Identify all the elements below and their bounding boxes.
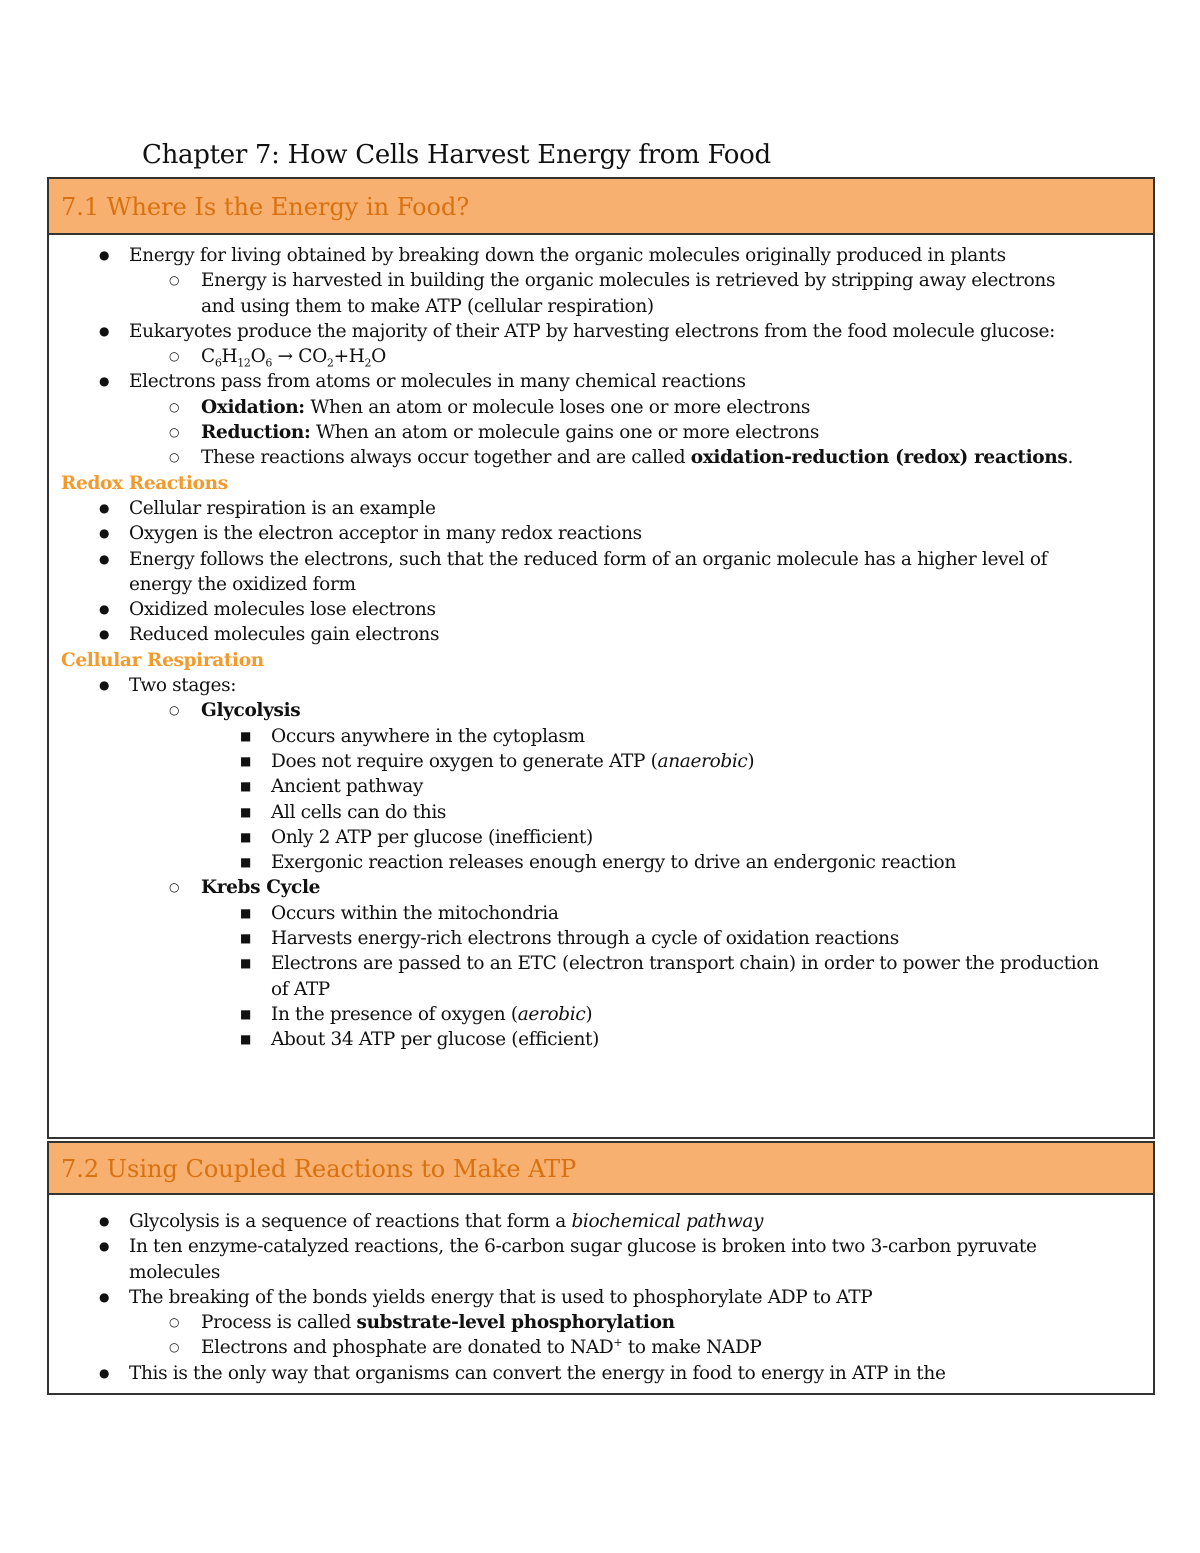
bullet-circle-icon: ○ <box>169 703 180 718</box>
bullet-square-icon: ■ <box>240 905 251 920</box>
list-item: ● Oxygen is the electron acceptor in many redox reactions <box>99 523 642 545</box>
section-heading: 7.1 Where Is the Energy in Food? <box>49 179 1153 235</box>
section-7-2 <box>47 1141 1155 1395</box>
list-item: ○ Electrons and phosphate are donated to NAD+ to make NADP <box>169 1336 762 1359</box>
bullet-circle-icon: ○ <box>169 1315 180 1330</box>
list-item: ● Electrons pass from atoms or molecules in many chemical reactions <box>99 371 746 393</box>
bullet-circle-icon: ○ <box>169 1340 180 1355</box>
bullet-square-icon: ■ <box>240 855 251 870</box>
bullet-disc-icon: ● <box>99 1365 110 1380</box>
list-item: ○ Glycolysis <box>169 700 301 722</box>
list-item: ○ Krebs Cycle <box>169 877 321 899</box>
list-item: ● Reduced molecules gain electrons <box>99 624 440 646</box>
section-body <box>49 235 1153 1053</box>
list-item: ● Oxidized molecules lose electrons <box>99 599 436 621</box>
list-item: ■ Occurs within the mitochondria <box>240 902 559 924</box>
bullet-circle-icon: ○ <box>169 425 180 440</box>
list-item: ○ Energy is harvested in building the organic molecules is retrieved by stripping away electrons and using them to make ATP (cellular respiration) <box>169 270 1056 317</box>
bullet-disc-icon: ● <box>99 500 110 515</box>
subheading-cellular-respiration: Cellular Respiration <box>61 649 264 671</box>
bullet-disc-icon: ● <box>99 374 110 389</box>
bullet-disc-icon: ● <box>99 1239 110 1254</box>
bullet-square-icon: ■ <box>240 1006 251 1021</box>
subheading-redox-reactions: Redox Reactions <box>61 472 228 494</box>
bullet-circle-icon: ○ <box>169 880 180 895</box>
bullet-circle-icon: ○ <box>169 273 180 288</box>
page-title: Chapter 7: How Cells Harvest Energy from Food <box>142 140 771 170</box>
bullet-disc-icon: ● <box>99 551 110 566</box>
bullet-disc-icon: ● <box>99 602 110 617</box>
list-item: ○ Reduction: When an atom or molecule gains one or more electrons <box>169 422 819 444</box>
bullet-disc-icon: ● <box>99 1214 110 1228</box>
list-item: ○ Oxidation: When an atom or molecule loses one or more electrons <box>169 396 811 418</box>
bullet-disc-icon: ● <box>99 678 110 693</box>
bullet-square-icon: ■ <box>240 931 251 946</box>
list-item: ■ Occurs anywhere in the cytoplasm <box>240 725 585 747</box>
bullet-square-icon: ■ <box>240 728 251 743</box>
section-heading: 7.2 Using Coupled Reactions to Make ATP <box>49 1143 1153 1195</box>
list-item: ■ Ancient pathway <box>240 776 424 798</box>
list-item: ● In ten enzyme-catalyzed reactions, the 6-carbon sugar glucose is broken into two 3-carbon pyruvate molecules <box>99 1236 1037 1283</box>
bullet-square-icon: ■ <box>240 956 251 971</box>
bullet-circle-icon: ○ <box>169 450 180 465</box>
list-item: ■ Only 2 ATP per glucose (inefficient) <box>240 826 593 848</box>
equation: $C_6H_{12}O_6 \to CO_2+H_2O$ <box>201 346 386 370</box>
section-body <box>49 1195 1153 1386</box>
bullet-disc-icon: ● <box>99 248 110 262</box>
bullet-circle-icon: ○ <box>169 349 180 364</box>
list-item: ● The breaking of the bonds yields energy that is used to phosphorylate ADP to ATP <box>99 1286 873 1308</box>
bullet-disc-icon: ● <box>99 323 110 338</box>
list-item <box>49 344 1153 369</box>
section-7-1 <box>47 177 1155 1139</box>
list-item: ■ About 34 ATP per glucose (efficient) <box>240 1029 599 1051</box>
list-item: ● Energy for living obtained by breaking down the organic molecules originally produced in plants <box>99 245 1006 266</box>
list-item: ○ Process is called substrate-level phosphorylation <box>169 1312 675 1334</box>
list-item: ● Eukaryotes produce the majority of their ATP by harvesting electrons from the food molecule glucose: <box>99 320 1056 342</box>
list-item: ■ Harvests energy-rich electrons through a cycle of oxidation reactions <box>240 928 899 950</box>
bullet-square-icon: ■ <box>240 753 251 768</box>
bullet-disc-icon: ● <box>99 627 110 642</box>
bullet-disc-icon: ● <box>99 526 110 541</box>
bullet-square-icon: ■ <box>240 1032 251 1047</box>
list-item: ● Two stages: <box>99 675 237 697</box>
list-item: ■ All cells can do this <box>240 801 447 823</box>
bullet-square-icon: ■ <box>240 779 251 794</box>
list-item: ■ Does not require oxygen to generate ATP (anaerobic) <box>240 750 755 772</box>
bullet-disc-icon: ● <box>99 1289 110 1304</box>
list-item: ● This is the only way that organisms can convert the energy in food to energy in ATP in the <box>99 1362 946 1384</box>
list-item: ■ Exergonic reaction releases enough energy to drive an endergonic reaction <box>240 852 956 874</box>
list-item: ● Glycolysis is a sequence of reactions that form a biochemical pathway <box>99 1211 764 1232</box>
list-item: ■ In the presence of oxygen (aerobic) <box>240 1003 593 1025</box>
bullet-circle-icon: ○ <box>169 399 180 414</box>
list-item: ■ Electrons are passed to an ETC (electron transport chain) in order to power the production of ATP <box>240 953 1099 1000</box>
list-item: ○ These reactions always occur together and are called oxidation-reduction (redox) reactions. <box>169 447 1073 469</box>
bullet-square-icon: ■ <box>240 804 251 819</box>
list-item: ● Energy follows the electrons, such that the reduced form of an organic molecule has a higher level of energy the oxidized form <box>99 548 1048 595</box>
bullet-square-icon: ■ <box>240 829 251 844</box>
list-item: ● Cellular respiration is an example <box>99 497 436 519</box>
